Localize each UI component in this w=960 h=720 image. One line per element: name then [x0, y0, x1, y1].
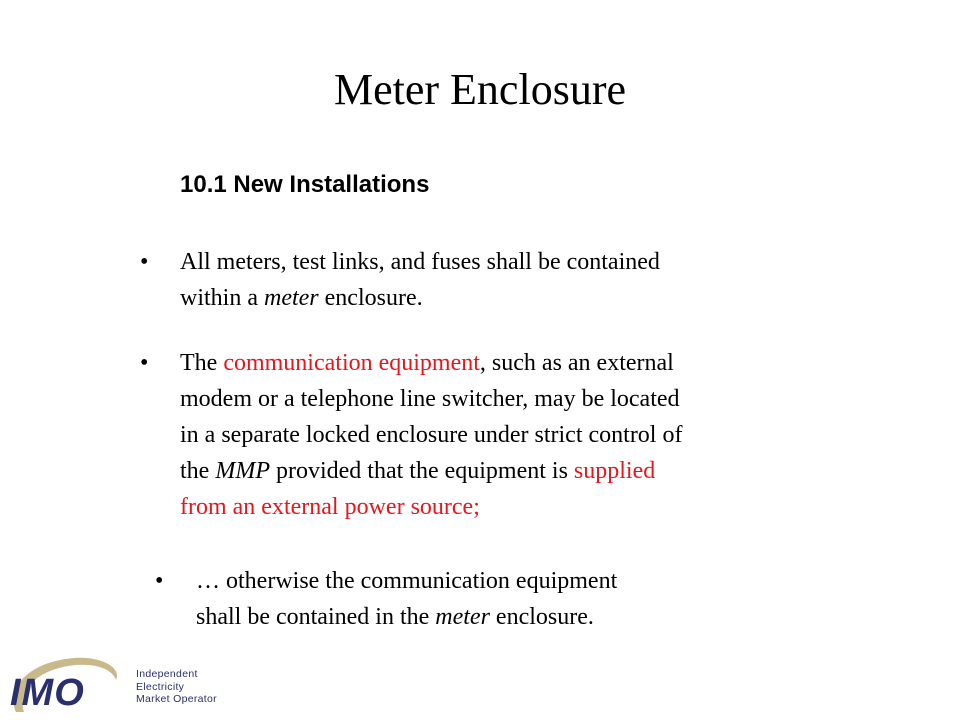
logo-wordmark: Independent Electricity Market Operator [136, 668, 217, 705]
bullet-line: modem or a telephone line switcher, may be located [180, 386, 680, 412]
bullet-item [180, 345, 850, 525]
bullet-line: the MMP provided that the equipment is supplied [180, 458, 656, 484]
bullet-item [196, 563, 796, 635]
bullet-line: All meters, test links, and fuses shall be contained [180, 249, 660, 275]
highlight-text: communication equipment [223, 350, 480, 376]
bullet-item [180, 244, 840, 316]
slide-title: Meter Enclosure [334, 65, 626, 114]
highlight-text: supplied [573, 458, 656, 484]
bullet-line: shall be contained in the meter enclosure. [196, 604, 594, 630]
bullet-line: in a separate locked enclosure under strict control of [180, 422, 683, 448]
logo-mark: IMO [10, 672, 85, 714]
bullet-line: within a meter enclosure. [180, 285, 423, 311]
bullet-line: … otherwise the communication equipment [196, 568, 618, 594]
emphasis-text: MMP [215, 458, 270, 484]
highlight-text: from an external power source; [180, 494, 480, 520]
bullet-marker: • [140, 249, 149, 275]
bullet-marker: • [155, 568, 164, 594]
emphasis-text: meter [435, 604, 490, 630]
bullet-marker: • [140, 350, 149, 376]
section-heading: 10.1 New Installations [180, 171, 430, 198]
emphasis-text: meter [264, 285, 319, 311]
bullet-line: The communication equipment, such as an external [180, 350, 674, 376]
